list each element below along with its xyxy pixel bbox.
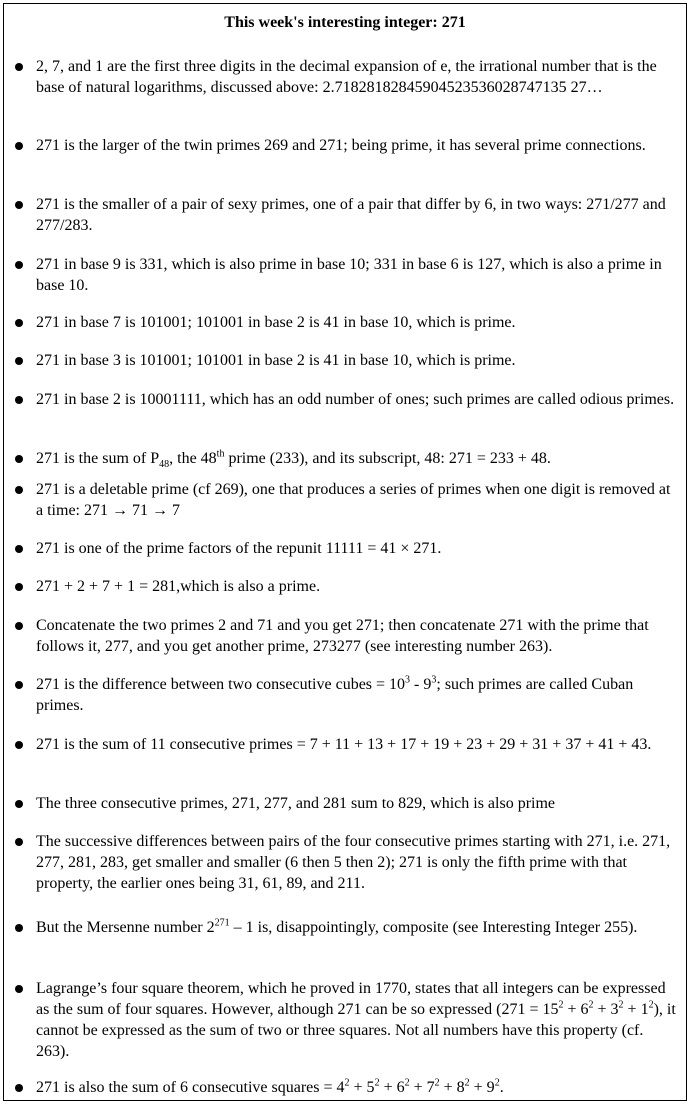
text-segment: 271 is the sum of 11 consecutive primes = 7 + 11 + 13 + 17 + 19 + 23 + 29 + 31 + 37 + 41 + 43. <box>36 736 652 753</box>
text-segment: ), it cannot be expressed as the sum of two or three squares. Not all numbers have this property (cf. 263). <box>36 1001 676 1060</box>
bullet-icon <box>15 455 23 463</box>
text-segment: 271 is the sum of P <box>36 450 160 467</box>
superscript: th <box>216 448 225 460</box>
text-segment: 271 is a deletable prime (cf 269), one that produces a series of primes when one digit is removed at a time: 271 → 71 → 7 <box>36 481 671 519</box>
text-segment: + 8 <box>439 1079 465 1096</box>
superscript: 271 <box>214 917 230 929</box>
superscript: 3 <box>431 674 437 686</box>
bullet-icon <box>15 486 23 494</box>
text-segment: + 6 <box>563 1001 589 1018</box>
superscript: 2 <box>374 1077 380 1089</box>
text-segment: 271 in base 7 is 101001; 101001 in base 2 is 41 in base 10, which is prime. <box>36 314 516 331</box>
text-segment: 2, 7, and 1 are the first three digits in the decimal expansion of e, the irrational number that is the base of natural logarithms, discussed above: 2.71828182845904523536028747135 27… <box>36 58 657 96</box>
item-text <box>36 448 680 469</box>
text-segment: 271 + 2 + 7 + 1 = 281,which is also a prime. <box>36 578 321 595</box>
bullet-icon <box>15 741 23 749</box>
superscript: 2 <box>648 999 654 1011</box>
item-text <box>36 793 680 814</box>
item-text <box>36 538 680 559</box>
item-text <box>36 917 680 938</box>
bullet-icon <box>15 357 23 365</box>
item-text <box>36 56 680 98</box>
item-text <box>36 978 680 1062</box>
item-text <box>36 576 680 597</box>
item-text <box>36 479 680 521</box>
text-segment: + 1 <box>623 1001 649 1018</box>
text-segment: 271 is the larger of the twin primes 269 and 271; being prime, it has several prime connections. <box>36 137 646 154</box>
text-segment: + 3 <box>593 1001 619 1018</box>
text-segment: , the 48 <box>169 450 217 467</box>
text-segment: + 6 <box>379 1079 405 1096</box>
text-segment: . <box>499 1079 504 1096</box>
text-segment: But the Mersenne number 2 <box>36 919 215 936</box>
item-text <box>36 350 680 371</box>
text-segment: - 9 <box>410 676 432 693</box>
bullet-icon <box>15 924 23 932</box>
superscript: 2 <box>588 999 594 1011</box>
bullet-icon <box>15 201 23 209</box>
bullet-icon <box>15 985 23 993</box>
item-text <box>36 831 680 894</box>
bullet-icon <box>15 63 23 71</box>
bullet-icon <box>15 545 23 553</box>
bullet-icon <box>15 838 23 846</box>
page-title: This week's interesting integer: 271 <box>224 14 466 31</box>
superscript: 2 <box>434 1077 440 1089</box>
item-text <box>36 312 680 333</box>
item-text <box>36 615 680 657</box>
item-text <box>36 1077 680 1098</box>
bullet-icon <box>15 142 23 150</box>
bullet-icon <box>15 319 23 327</box>
subscript: 48 <box>159 459 170 471</box>
superscript: 2 <box>404 1077 410 1089</box>
bullet-icon <box>15 261 23 269</box>
superscript: 3 <box>405 674 411 686</box>
superscript: 2 <box>618 999 624 1011</box>
text-segment: prime (233), and its subscript, 48: 271 = 233 + 48. <box>224 450 551 467</box>
bullet-icon <box>15 800 23 808</box>
bullet-icon <box>15 583 23 591</box>
text-segment: 271 is the smaller of a pair of sexy primes, one of a pair that differ by 6, in two ways: 271/277 and 277/283. <box>36 196 666 234</box>
text-segment: – 1 is, disappointingly, composite (see Interesting Integer 255). <box>229 919 638 936</box>
item-text <box>36 254 680 296</box>
bullet-icon <box>15 622 23 630</box>
content-frame <box>3 3 687 1101</box>
text-segment: + 9 <box>469 1079 495 1096</box>
text-segment: 271 is one of the prime factors of the repunit 11111 = 41 × 271. <box>36 540 442 557</box>
item-text <box>36 135 680 156</box>
item-text <box>36 674 680 716</box>
superscript: 2 <box>494 1077 500 1089</box>
text-segment: 271 is also the sum of 6 consecutive squares = 4 <box>36 1079 345 1096</box>
item-text <box>36 734 680 755</box>
text-segment: ; such primes are called Cuban primes. <box>36 676 634 714</box>
superscript: 2 <box>558 999 564 1011</box>
item-text <box>36 389 680 410</box>
text-segment: 271 in base 2 is 10001111, which has an odd number of ones; such primes are called odious primes. <box>36 391 675 408</box>
superscript: 2 <box>344 1077 350 1089</box>
bullet-icon <box>15 1084 23 1092</box>
text-segment: + 5 <box>349 1079 375 1096</box>
text-segment: + 7 <box>409 1079 435 1096</box>
text-segment: Concatenate the two primes 2 and 71 and you get 271; then concatenate 271 with the prime that follows it, 277, and you get another prime, 273277 (see interesting number 263). <box>36 617 649 655</box>
bullet-icon <box>15 681 23 689</box>
superscript: 2 <box>464 1077 470 1089</box>
text-segment: The three consecutive primes, 271, 277, and 281 sum to 829, which is also prime <box>36 795 556 812</box>
bullet-icon <box>15 396 23 404</box>
item-text <box>36 194 680 236</box>
text-segment: The successive differences between pairs of the four consecutive primes starting with 271, i.e. 271, 277, 281, 283, get smaller and smaller (6 then 5 then 2); 271 is only the fifth prime with that property, the earlier ones being 31, 61, 89, and 211. <box>36 833 671 892</box>
text-segment: 271 is the difference between two consecutive cubes = 10 <box>36 676 406 693</box>
text-segment: 271 in base 9 is 331, which is also prime in base 10; 331 in base 6 is 127, which is also a prime in base 10. <box>36 256 662 294</box>
text-segment: 271 in base 3 is 101001; 101001 in base 2 is 41 in base 10, which is prime. <box>36 352 516 369</box>
text-segment: Lagrange’s four square theorem, which he proved in 1770, states that all integers can be expressed as the sum of four squares. However, although 271 can be so expressed (271 = 15 <box>36 980 666 1018</box>
